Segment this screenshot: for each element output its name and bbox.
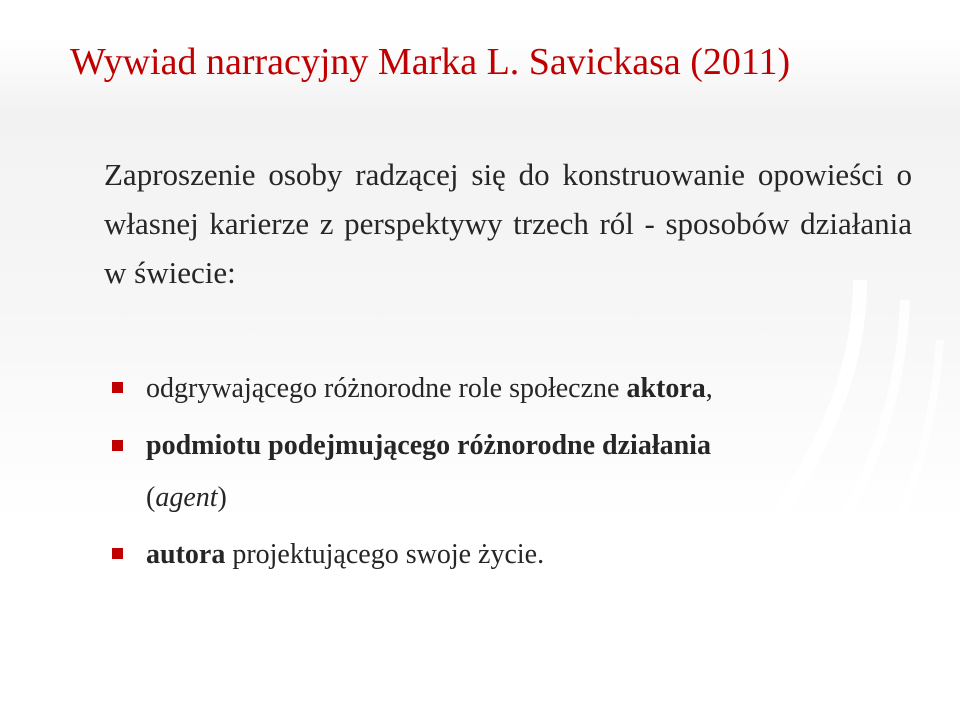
bullet-text: , xyxy=(705,373,713,404)
square-bullet-icon xyxy=(112,548,123,559)
list-item xyxy=(112,420,902,524)
list-item xyxy=(112,362,902,416)
list-item xyxy=(112,528,902,582)
bullet-text: ( xyxy=(146,482,156,513)
bullet-text: ) xyxy=(217,482,227,513)
square-bullet-icon xyxy=(112,382,123,393)
slide-title: Wywiad narracyjny Marka L. Savickasa (2011) xyxy=(70,41,791,83)
bullet-text: odgrywającego różnorodne role społeczne xyxy=(146,373,627,404)
bullet-bold-text: autora xyxy=(146,539,226,570)
bullet-italic-text: agent xyxy=(155,482,218,513)
bullet-text: projektującego swoje życie. xyxy=(225,539,545,570)
bullet-bold-text: aktora xyxy=(626,373,706,404)
square-bullet-icon xyxy=(112,440,123,451)
bullet-bold-text: podmiotu podejmującego różnorodne działania xyxy=(146,430,711,461)
intro-paragraph: Zaproszenie osoby radzącej się do konstruowanie opowieści o własnej karierze z perspektywy trzech ról - sposobów działania w świecie: xyxy=(104,157,912,290)
bullet-list xyxy=(112,362,902,582)
